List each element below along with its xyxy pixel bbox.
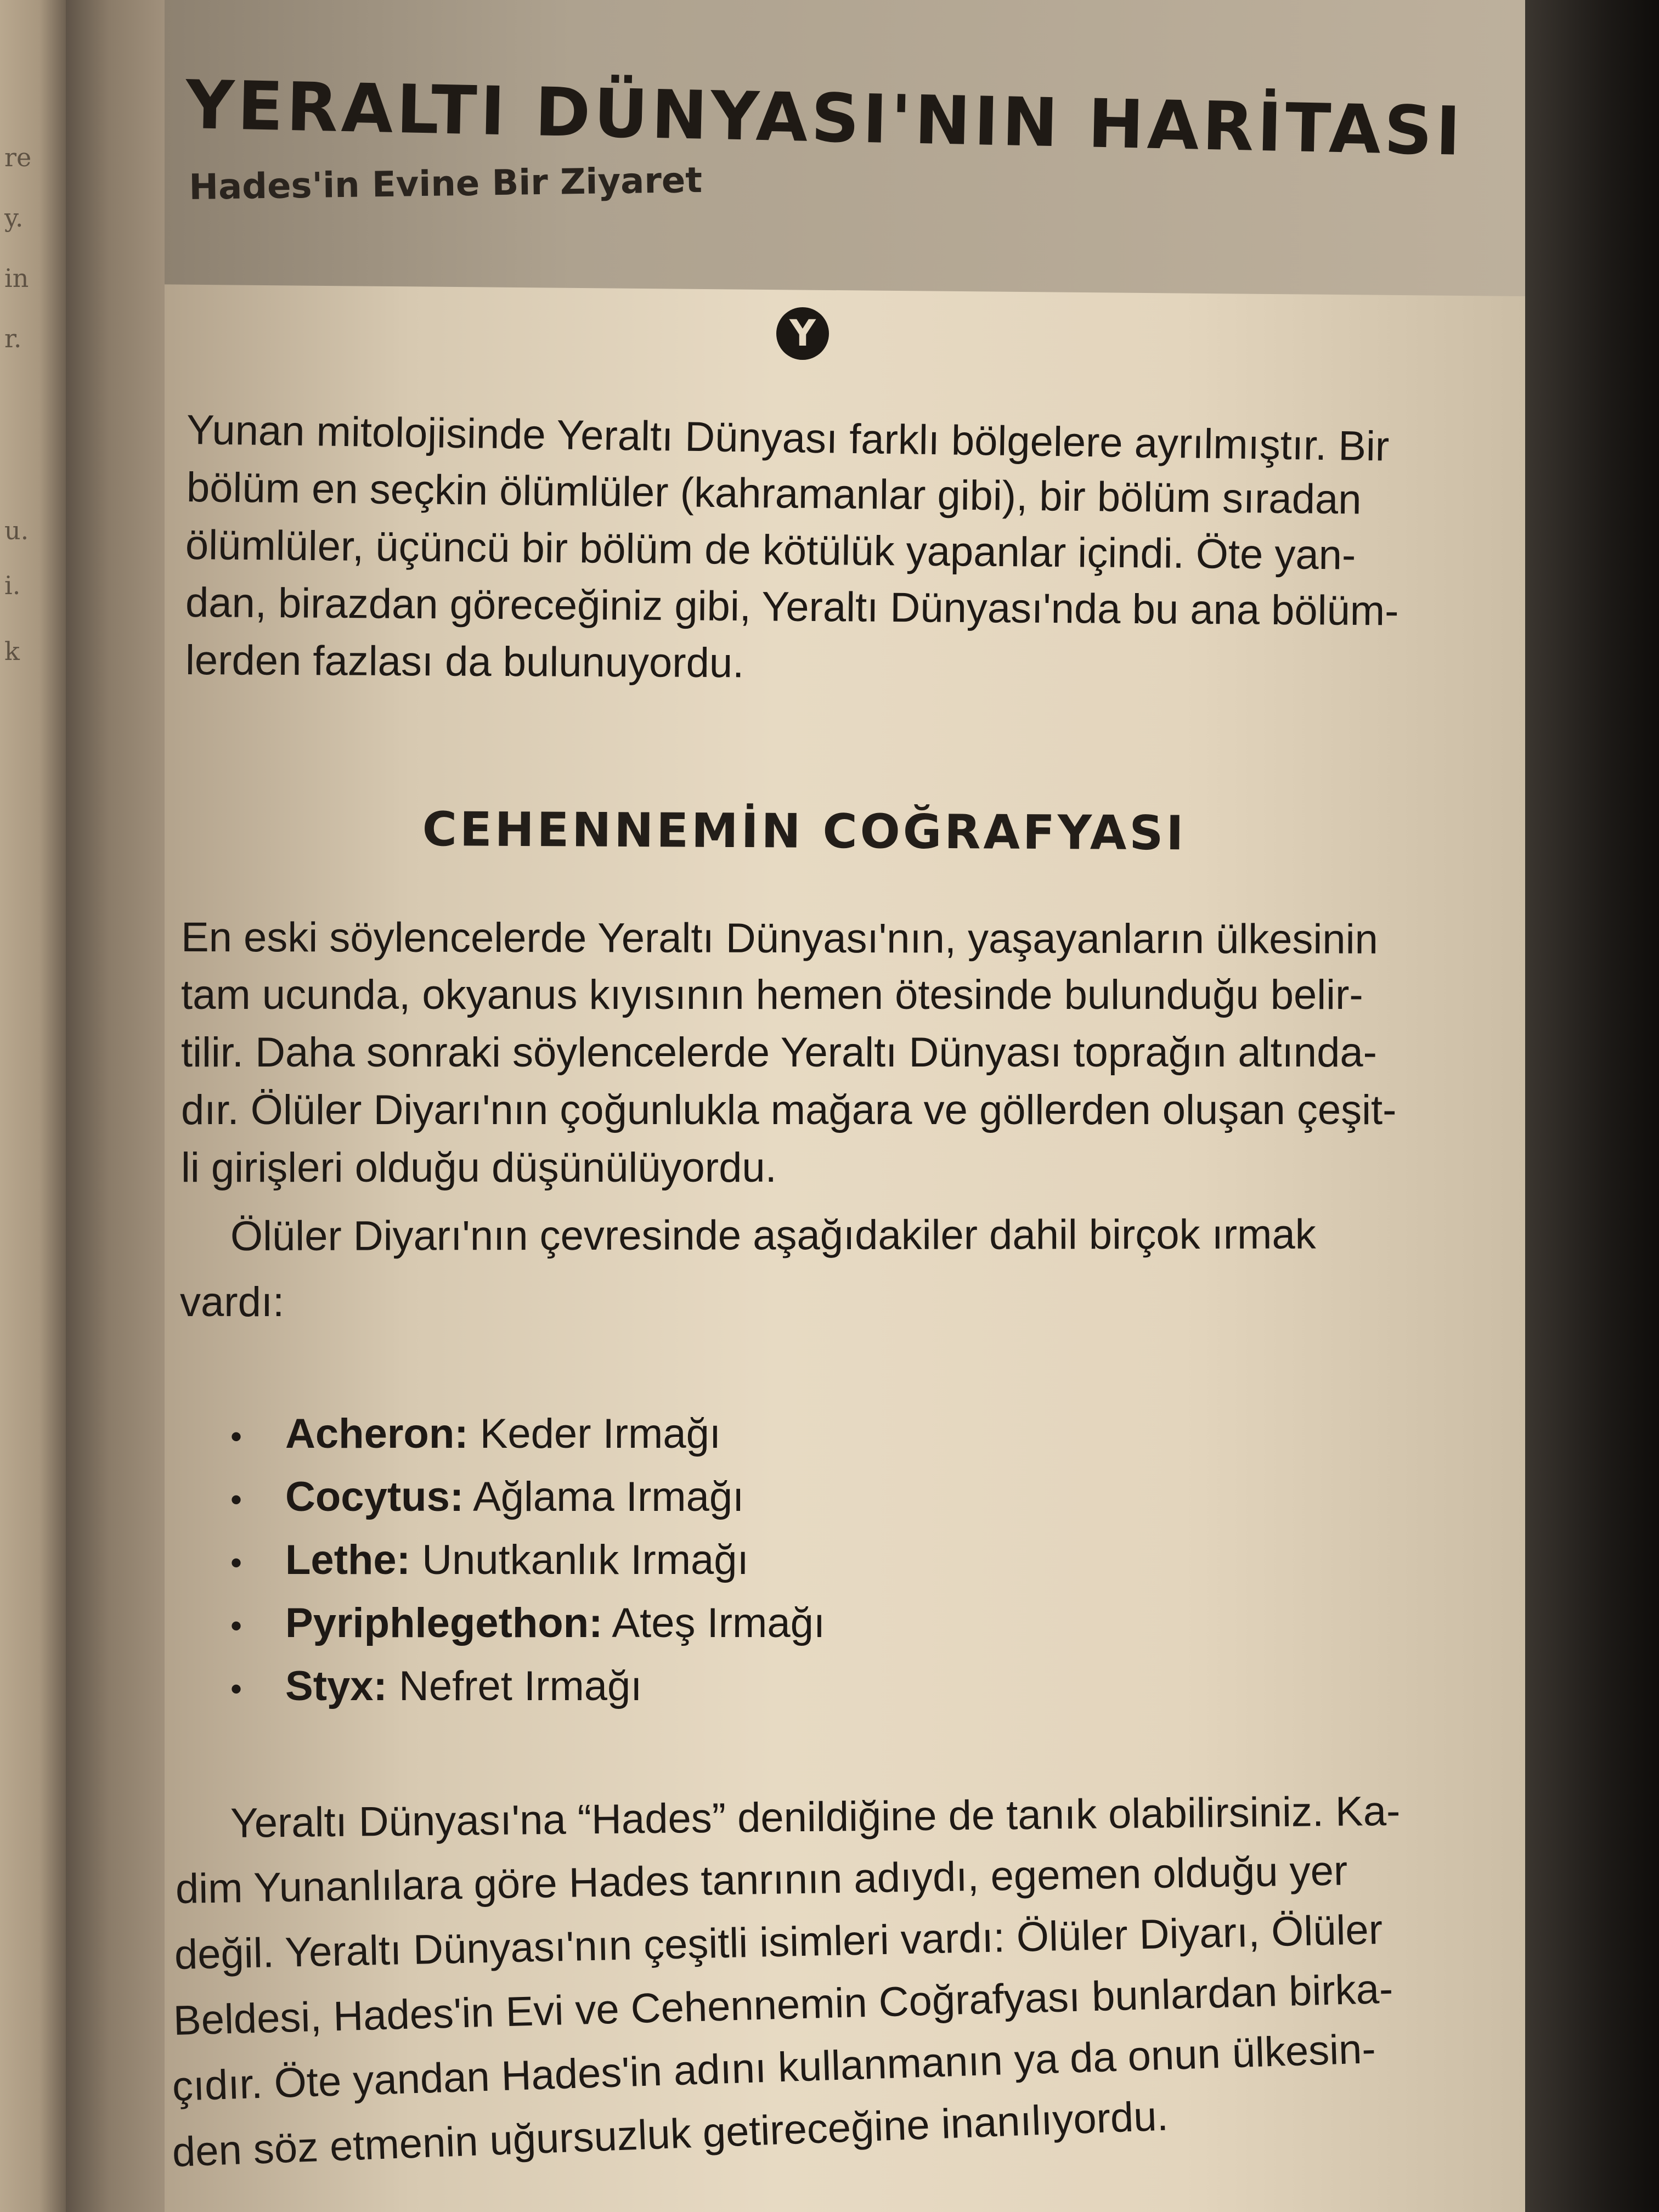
text-line: ölümlüler, üçüncü bir bölüm de kötülük yapanlar içindi. Öte yan- bbox=[185, 522, 1356, 579]
chapter-subtitle: Hades'in Evine Bir Ziyaret bbox=[189, 160, 703, 208]
bullet-icon: • bbox=[230, 1418, 242, 1455]
river-name: Styx: bbox=[285, 1663, 387, 1709]
bullet-icon: • bbox=[230, 1607, 242, 1645]
chapter-title: YERALTI DÜNYASI'NIN HARİTASI bbox=[185, 66, 1465, 171]
text-line: dır. Ölüler Diyarı'nın çoğunlukla mağara ve göllerden oluşan çeşit- bbox=[181, 1087, 1397, 1133]
text-line: bölüm en seçkin ölümlüler (kahramanlar gibi), bir bölüm sıradan bbox=[186, 464, 1362, 523]
river-description: Keder Irmağı bbox=[468, 1410, 721, 1457]
list-item bbox=[230, 1536, 749, 1584]
adjacent-page-text-fragment: u. bbox=[4, 516, 29, 545]
adjacent-page-text-fragment: re bbox=[4, 143, 32, 172]
bullet-icon: • bbox=[230, 1544, 242, 1582]
text-line: Yeraltı Dünyası'na “Hades” denildiğine de tanık olabilirsiniz. Ka- bbox=[230, 1787, 1401, 1847]
river-name: Cocytus: bbox=[285, 1474, 464, 1520]
river-description: Nefret Irmağı bbox=[387, 1663, 642, 1709]
river-name: Pyriphlegethon: bbox=[285, 1600, 603, 1646]
text-line: çıdır. Öte yandan Hades'in adını kullanmanın ya da onun ülkesin- bbox=[171, 2025, 1376, 2110]
text-line: den söz etmenin uğursuzluk getireceğine inanılıyordu. bbox=[171, 2092, 1169, 2176]
adjacent-page-text-fragment: y. bbox=[4, 203, 24, 233]
text-line: dan, birazdan göreceğiniz gibi, Yeraltı Dünyası'nda bu ana bölüm- bbox=[185, 579, 1399, 635]
adjacent-page-text-fragment: r. bbox=[4, 324, 22, 353]
text-line: li girişleri olduğu düşünülüyordu. bbox=[181, 1144, 777, 1191]
list-item bbox=[230, 1599, 825, 1647]
text-line: dim Yunanlılara göre Hades tanrının adıydı, egemen olduğu yer bbox=[175, 1847, 1348, 1912]
list-item bbox=[230, 1473, 744, 1521]
adjacent-page-text-fragment: i. bbox=[4, 571, 21, 600]
list-item bbox=[230, 1410, 721, 1458]
text-line: lerden fazlası da bulunuyordu. bbox=[185, 637, 744, 687]
text-line: tam ucunda, okyanus kıyısının hemen ötesinde bulunduğu belir- bbox=[181, 972, 1363, 1018]
text-line: Ölüler Diyarı'nın çevresinde aşağıdakiler dahil birçok ırmak bbox=[230, 1211, 1316, 1260]
text-line: vardı: bbox=[180, 1279, 285, 1325]
adjacent-page-text-fragment: k bbox=[4, 636, 20, 666]
adjacent-page-edge bbox=[0, 0, 66, 2212]
bullet-icon: • bbox=[230, 1481, 242, 1519]
text-line: Beldesi, Hades'in Evi ve Cehennemin Coğrafyası bunlardan birka- bbox=[172, 1965, 1394, 2044]
bullet-icon: • bbox=[230, 1671, 242, 1708]
book-page bbox=[165, 0, 1525, 2212]
text-line: Yunan mitolojisinde Yeraltı Dünyası farklı bölgelere ayrılmıştır. Bir bbox=[186, 407, 1390, 470]
river-name: Acheron: bbox=[285, 1410, 469, 1457]
letter-badge-icon: Y bbox=[776, 307, 829, 360]
river-description: Unutkanlık Irmağı bbox=[410, 1537, 749, 1583]
background-shadow bbox=[1525, 0, 1659, 2212]
section-heading: CEHENNEMİN COĞRAFYASI bbox=[422, 802, 1187, 861]
river-description: Ağlama Irmağı bbox=[464, 1474, 744, 1520]
river-description: Ateş Irmağı bbox=[602, 1600, 825, 1646]
list-item bbox=[230, 1662, 642, 1710]
text-line: tilir. Daha sonraki söylencelerde Yeraltı Dünyası toprağın altında- bbox=[181, 1029, 1377, 1076]
text-line: değil. Yeraltı Dünyası'nın çeşitli isimleri vardı: Ölüler Diyarı, Ölüler bbox=[174, 1906, 1383, 1978]
river-name: Lethe: bbox=[285, 1537, 410, 1583]
adjacent-page-text-fragment: in bbox=[4, 263, 29, 293]
book-gutter bbox=[66, 0, 176, 2212]
text-line: En eski söylencelerde Yeraltı Dünyası'nın, yaşayanların ülkesinin bbox=[180, 914, 1378, 963]
